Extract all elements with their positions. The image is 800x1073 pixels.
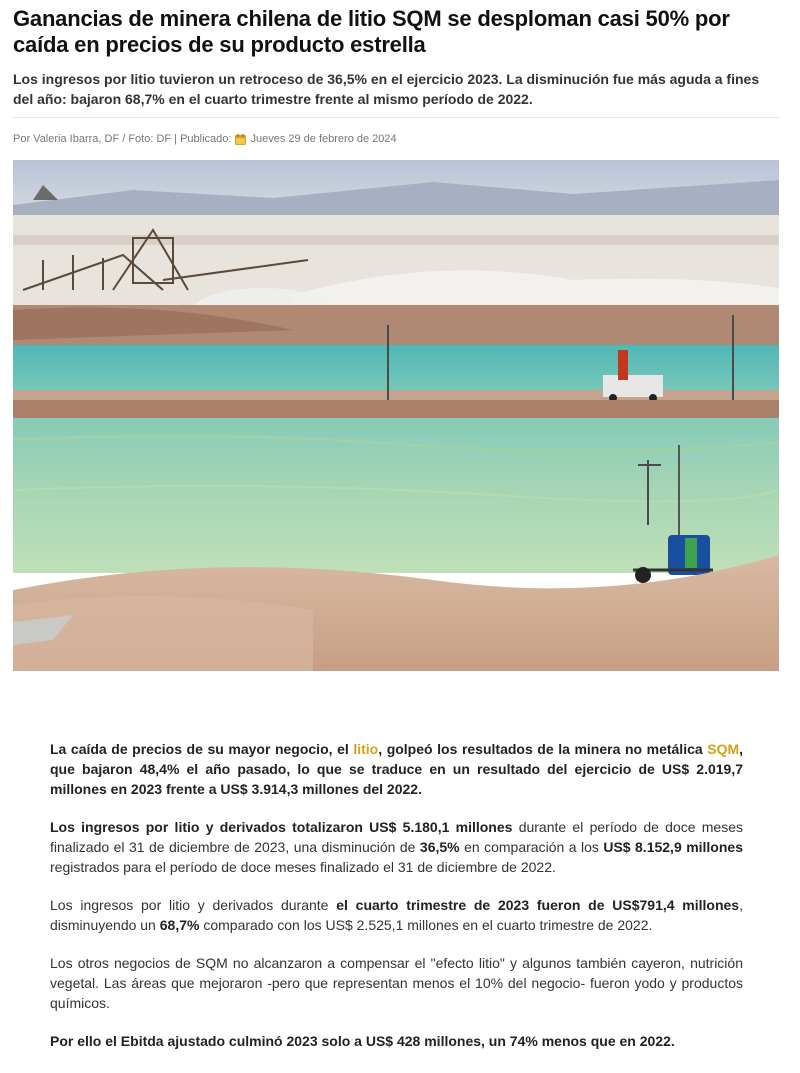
publish-date: Jueves 29 de febrero de 2024 [250,133,397,145]
link-sqm[interactable]: SQM [707,741,740,757]
paragraph-3: Los ingresos por litio y derivados durante el cuarto trimestre de 2023 fueron de US$791,4 millones, disminuyendo un 68,7% comparado con los US$ 2.525,1 millones en el cuarto trimestre de 2022. [50,897,743,933]
divider [13,117,780,118]
paragraph-5: Por ello el Ebitda ajustado culminó 2023 solo a US$ 428 millones, un 74% menos que en 2022. [50,1033,675,1049]
article-headline: Ganancias de minera chilena de litio SQM se desploman casi 50% por caída en precios de su producto estrella [13,6,730,57]
byline-text: Por Valeria Ibarra, DF / Foto: DF | Publicado: [13,133,232,145]
paragraph-4: Los otros negocios de SQM no alcanzaron a compensar el "efecto litio" y algunos también cayeron, nutrición vegetal. Las áreas que mejoraron -pero que representan menos el 10% del negocio- fueron yodo y productos químicos. [50,955,743,1011]
calendar-icon [235,134,246,145]
byline [13,131,397,147]
paragraph-1: La caída de precios de su mayor negocio, el litio, golpeó los resultados de la minera no metálica SQM, que bajaron 48,4% el año pasado, lo que se traduce en un resultado del ejercicio de US$ 2.019,7 millones en 2023 frente a US$ 3.914,3 millones del 2022. [50,741,744,797]
article-deck: Los ingresos por litio tuvieron un retroceso de 36,5% en el ejercicio 2023. La disminución fue más aguda a fines del año: bajaron 68,7% en el cuarto trimestre frente al mismo período de 2022. [13,71,760,107]
link-litio[interactable]: litio [353,741,379,757]
article-body [50,739,743,1069]
photo-image [13,160,779,671]
hero-photo[interactable] [13,160,779,671]
paragraph-2: Los ingresos por litio y derivados totalizaron US$ 5.180,1 millones durante el período de doce meses finalizado el 31 de diciembre de 2023, una disminución de 36,5% en comparación a los US$ 8.152,9 millones registrados para el período de doce meses finalizado el 31 de diciembre de 2022. [50,819,744,875]
